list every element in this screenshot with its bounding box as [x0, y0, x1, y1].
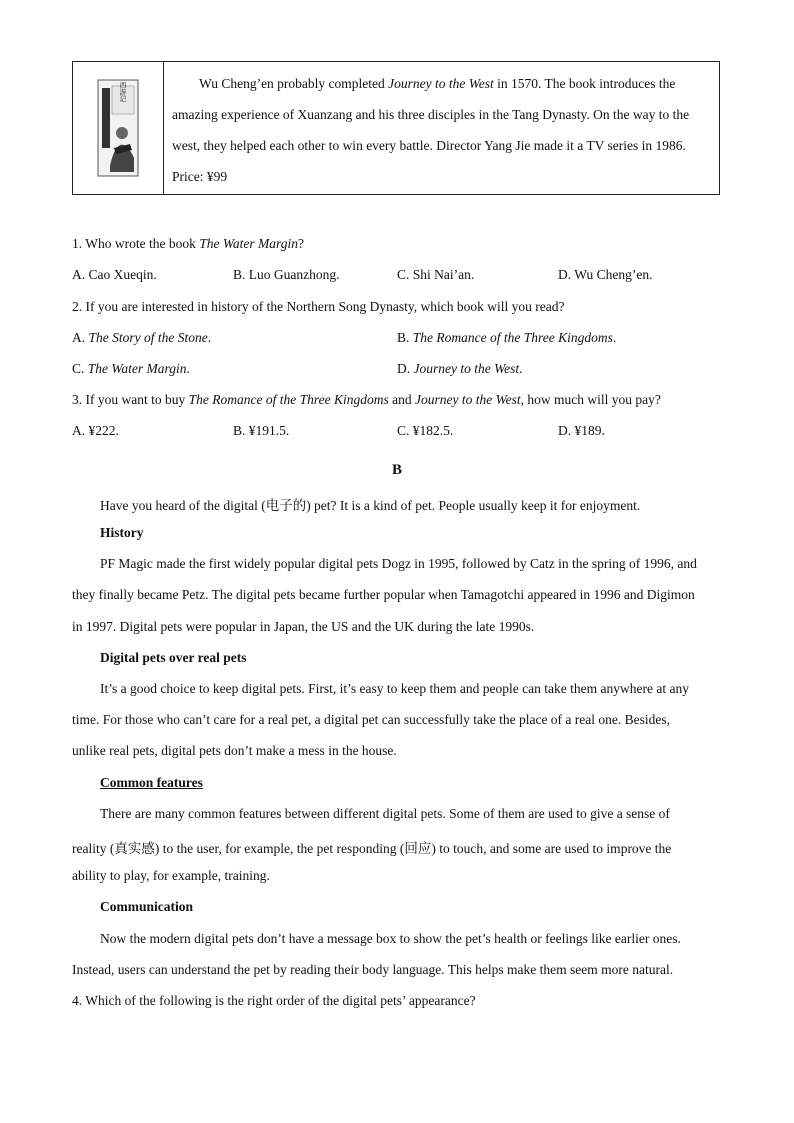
q2-option-d: D. Journey to the West. [397, 361, 523, 376]
comm-line-2: Instead, users can understand the pet by reading their body language. This helps make them seem more natural. [72, 962, 674, 977]
question-1-title: The Water Margin [199, 236, 298, 251]
book-title: Journey to the West [388, 76, 494, 91]
q3-option-c: C. ¥182.5. [397, 423, 454, 438]
history-line-3: in 1997. Digital pets were popular in Japan, the US and the UK during the late 1990s. [72, 619, 535, 634]
question-2: 2. If you are interested in history of the Northern Song Dynasty, which book will you read? [72, 299, 565, 314]
history-line-1: PF Magic made the first widely popular digital pets Dogz in 1995, followed by Catz in the spring of 1996, and [100, 556, 697, 571]
question-1-suffix: ? [298, 236, 304, 251]
q1-option-d: D. Wu Cheng’en. [558, 267, 653, 282]
q1-option-b: B. Luo Guanzhong. [233, 267, 340, 282]
heading-communication: Communication [100, 899, 194, 914]
heading-digital-over-real: Digital pets over real pets [100, 650, 247, 665]
q1-option-c: C. Shi Nai’an. [397, 267, 475, 282]
book-text-2: in 1570. The book introduces the amazing experience of Xuanzang and his three disciples in the Tang Dynasty. On the way to the west, they helped each other to win every battle. Director Yang Jie made it a TV series in 1986. [172, 76, 690, 153]
comm-line-1: Now the modern digital pets don’t have a message box to show the pet’s health or feelings like earlier ones. [100, 931, 681, 946]
book-cover-title: 西游记 [119, 81, 127, 103]
common-line-2: reality (真实感) to the user, for example, the pet responding (回应) to touch, and some are used to improve the [72, 841, 672, 856]
over-line-1: It’s a good choice to keep digital pets. First, it’s easy to keep them and people can take them anywhere at any [100, 681, 689, 696]
history-line-2: they finally became Petz. The digital pets became further popular when Tamagotchi appeared in 1996 and Digimon [72, 587, 695, 602]
q2-option-b: B. The Romance of the Three Kingdoms. [397, 330, 617, 345]
book-description [164, 62, 719, 194]
book-info-table [72, 61, 720, 195]
q3-option-b: B. ¥191.5. [233, 423, 290, 438]
book-cover-cell [73, 62, 164, 194]
book-cover-image [96, 78, 140, 178]
common-line-1: There are many common features between different digital pets. Some of them are used to give a sense of [100, 806, 670, 821]
over-line-2: time. For those who can’t care for a real pet, a digital pet can successfully take the place of a real one. Besides, [72, 712, 671, 727]
question-3: 3. If you want to buy The Romance of the Three Kingdoms and Journey to the West, how much will you pay? [72, 392, 661, 407]
heading-history: History [100, 525, 144, 540]
q2-option-c: C. The Water Margin. [72, 361, 190, 376]
q3-option-a: A. ¥222. [72, 423, 119, 438]
question-4: 4. Which of the following is the right order of the digital pets’ appearance? [72, 993, 476, 1008]
question-1 [72, 236, 304, 252]
section-b-intro: Have you heard of the digital (电子的) pet? It is a kind of pet. People usually keep it for enjoyment. [100, 498, 641, 513]
q3-option-d: D. ¥189. [558, 423, 605, 438]
q2-option-a: A. The Story of the Stone. [72, 330, 212, 345]
heading-common-features: Common features [100, 775, 203, 790]
question-1-prefix: 1. Who wrote the book [72, 236, 200, 251]
section-b-title: B [391, 462, 402, 478]
book-text-1: Wu Cheng’en probably completed [199, 76, 389, 91]
over-line-3: unlike real pets, digital pets don’t make a mess in the house. [72, 743, 397, 758]
q1-option-a: A. Cao Xueqin. [72, 267, 157, 282]
book-price: Price: ¥99 [172, 169, 228, 184]
common-line-3: ability to play, for example, training. [72, 868, 270, 883]
